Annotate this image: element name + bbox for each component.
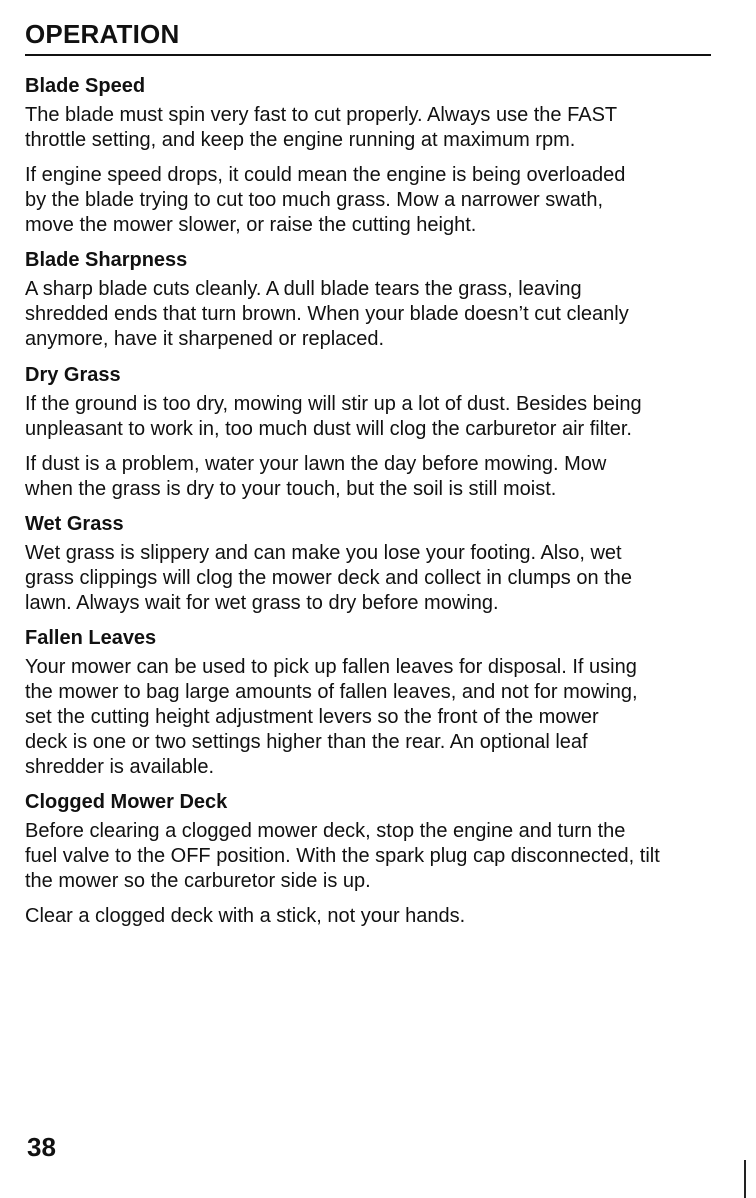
section-paragraph: Wet grass is slippery and can make you lose your footing. Also, wet grass clippings will clog the mower deck and collect in clumps on the lawn. Always wait for wet grass to dry before mowing. — [25, 542, 632, 614]
section-paragraph: The blade must spin very fast to cut properly. Always use the FAST throttle setting, and keep the engine running at maximum rpm. — [25, 104, 618, 151]
manual-page — [25, 18, 711, 929]
section-paragraph: A sharp blade cuts cleanly. A dull blade tears the grass, leaving shredded ends that turn brown. When your blade doesn’t cut cleanly anymore, have it sharpened or replaced. — [25, 278, 629, 350]
section-clogged-mower-deck — [25, 789, 711, 929]
section-paragraph: Before clearing a clogged mower deck, stop the engine and turn the fuel valve to the OFF position. With the spark plug cap disconnected, tilt the mower so the carburetor side is up. — [25, 820, 660, 892]
section-heading: Fallen Leaves — [25, 627, 157, 649]
section-paragraph: If dust is a problem, water your lawn the day before mowing. Mow when the grass is dry to your touch, but the soil is still moist. — [25, 453, 607, 500]
section-heading: Clogged Mower Deck — [25, 791, 228, 813]
section-blade-sharpness — [25, 247, 711, 352]
section-paragraph: If the ground is too dry, mowing will stir up a lot of dust. Besides being unpleasant to work in, too much dust will clog the carburetor air filter. — [25, 393, 642, 440]
section-heading: Blade Sharpness — [25, 249, 188, 271]
section-blade-speed — [25, 73, 711, 238]
section-fallen-leaves — [25, 625, 711, 780]
section-heading: Dry Grass — [25, 364, 121, 386]
section-paragraph: Clear a clogged deck with a stick, not your hands. — [25, 905, 466, 927]
page-number: 38 — [27, 1132, 56, 1162]
margin-mark — [744, 1160, 746, 1198]
section-paragraph: Your mower can be used to pick up fallen leaves for disposal. If using the mower to bag large amounts of fallen leaves, and not for mowing, set the cutting height adjustment levers so the front of the mower deck is one or two settings higher than the rear. An optional leaf shredder is available. — [25, 656, 638, 778]
section-wet-grass — [25, 511, 711, 616]
page-title: OPERATION — [25, 19, 180, 49]
section-heading: Blade Speed — [25, 75, 146, 97]
section-heading: Wet Grass — [25, 513, 124, 535]
section-dry-grass — [25, 362, 711, 502]
section-paragraph: If engine speed drops, it could mean the engine is being overloaded by the blade trying to cut too much grass. Mow a narrower swath, move the mower slower, or raise the cutting height. — [25, 164, 626, 236]
title-rule — [25, 54, 711, 56]
